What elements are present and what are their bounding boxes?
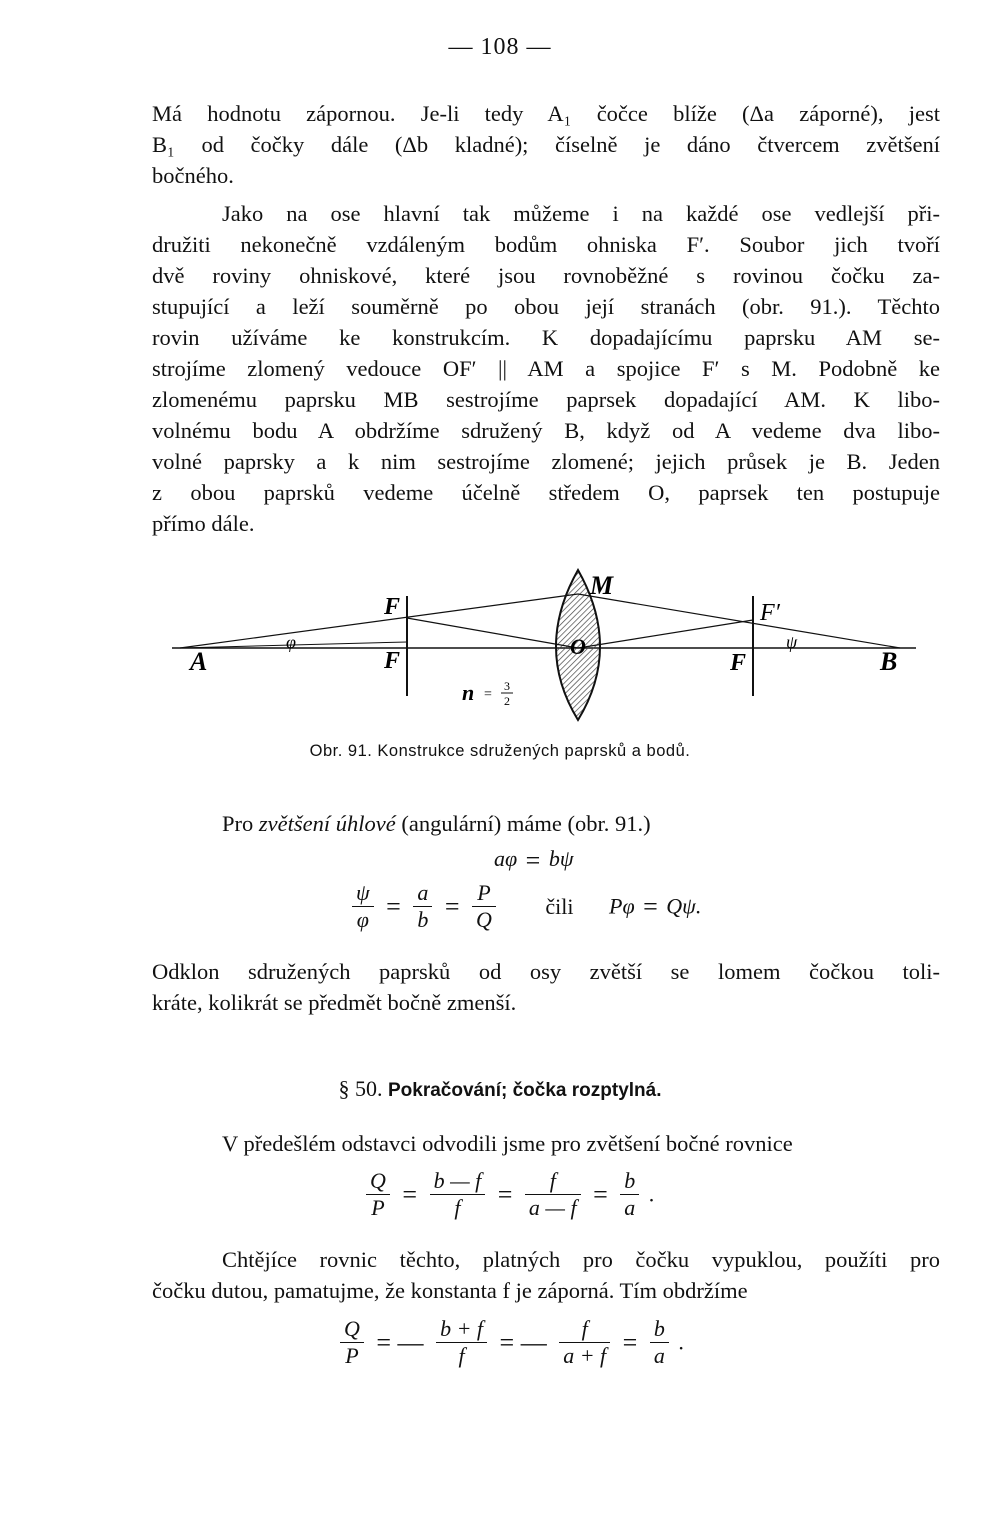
numerator: b — f [430,1168,486,1195]
numerator: f [525,1168,581,1195]
paragraph-2 [152,198,940,539]
eq2-fraction-2 [413,880,432,933]
denominator: a — f [528,1195,577,1220]
section-title: Pokračování; čočka rozptylná. [388,1080,662,1101]
denominator: Q [476,907,492,932]
ray-OF [407,618,578,648]
equation-3 [362,1168,654,1221]
eq4-op1: = — [376,1327,424,1357]
equation-2 [348,880,701,933]
label-A: A [190,647,208,676]
numerator: ψ [352,880,374,907]
label-B: B [880,647,898,676]
eq4-op3: = [622,1327,638,1357]
eq4-fraction-4 [650,1316,669,1369]
label-M: M [590,571,614,600]
eq3-fraction-3 [525,1168,581,1221]
eq2-tail-rhs: Qψ. [666,893,702,919]
text-line: Chtějíce rovnic těchto, platných pro čočku vypuklou, použíti pro [222,1247,940,1272]
eq2-op1: = [386,891,401,921]
label-F-right-bottom: F [730,650,747,676]
numerator: Q [340,1316,364,1343]
eq4-fraction-3 [559,1316,610,1369]
numerator: f [559,1316,610,1343]
page-number: — 108 — [448,34,552,60]
eq3-op2: = [497,1179,513,1209]
numerator: b + f [436,1316,487,1343]
text-line: volné paprsky a k nim sestrojíme zlomené; jejich průsek je B. Jeden [152,449,940,474]
text-line: z obou paprsků vedeme účelně středem O, paprsek ten postupuje [152,480,940,505]
denominator: φ [356,907,369,932]
numerator: a [413,880,432,907]
emphasis-angular-magnification: zvětšení úhlové [258,811,396,836]
denominator: a [653,1343,665,1368]
eq3-end: . [648,1181,655,1207]
text-prefix: Pro [222,811,259,836]
eq2-word: čili [545,893,574,919]
eq4-op2: = — [499,1327,547,1357]
eq4-fraction-2 [436,1316,487,1369]
text-suffix: (angulární) máme (obr. 91.) [395,811,651,836]
ray-incident-AM [180,594,578,648]
label-F-left-bottom: F [384,648,401,674]
eq2-tail-lhs: Pφ [609,893,635,919]
section-heading [0,1076,1000,1102]
equation-4 [336,1316,684,1369]
ray-O-F-prime [578,620,753,648]
text-line: kráte, kolikrát se předmět bočně zmenší. [152,990,517,1015]
eq3-op1: = [402,1179,418,1209]
text-line: Jako na ose hlavní tak můžeme i na každé ose vedlejší při- [222,201,940,226]
eq2-fraction-1 [352,880,374,933]
label-phi: φ [286,632,296,652]
denominator: f [458,1343,465,1368]
eq2-fraction-3 [472,880,496,933]
paragraph-4 [152,956,940,1018]
denominator: f [454,1195,461,1220]
eq2-op2: = [444,891,460,921]
text-line: bočného. [152,163,234,188]
label-n: n [462,680,475,705]
eq1-rhs: bψ [548,846,574,872]
eq1-equals: = [525,846,541,875]
label-O: O [570,634,586,659]
eq4-end: . [678,1329,684,1355]
text-line: dvě roviny ohniskové, které jsou rovnoběžné s rovinou čočku za- [152,263,940,288]
text-line: rovin užíváme ke konstrukcím. K dopadajícímu paprsku AM se- [152,325,940,350]
eq2-tail-op: = [643,891,658,921]
text-line: zlomenému paprsku MB sestrojíme paprsek dopadající AM. K libo- [152,387,940,412]
paragraph-3 [152,808,940,839]
text-line: B₁ od čočky dále (Δb kladné); číselně je dáno čtvercem zvětšení [152,132,940,157]
paragraph-6 [152,1244,940,1306]
eq3-op3: = [593,1179,608,1209]
figure-caption: Obr. 91. Konstrukce sdružených paprsků a bodů. [309,742,691,760]
denominator: a + f [563,1343,607,1368]
label-psi: ψ [786,632,798,652]
eq3-fraction-2 [430,1168,486,1221]
denominator: P [345,1343,359,1368]
denominator: P [371,1195,385,1220]
denominator: b [417,907,429,932]
label-n-equals: = [484,687,492,702]
section-number: § 50. [338,1076,383,1101]
paragraph-5 [152,1128,940,1159]
eq4-fraction-1 [340,1316,364,1369]
text-line: čočku dutou, pamatujme, že konstanta f je záporná. Tím obdržíme [152,1278,748,1303]
denominator: a [624,1195,636,1220]
text-line: strojíme zlomený vedouce OF′ || AM a spojice F′ s M. Podobně ke [152,356,940,381]
numerator: b [620,1168,639,1195]
text-line: Odklon sdružených paprsků od osy zvětší se lomem čočkou toli- [152,959,940,984]
text-line: družiti nekonečně vzdáleným bodům ohniska F′. Soubor jich tvoří [152,232,940,257]
label-n-num: 3 [504,679,510,693]
text-line: stupující a leží souměrně po obou její stranách (obr. 91.). Těchto [152,294,940,319]
eq3-fraction-4 [620,1168,639,1221]
label-n-den: 2 [504,694,510,708]
text-line: přímo dále. [152,511,255,536]
paragraph-1 [152,98,940,191]
text-line: V předešlém odstavci odvodili jsme pro zvětšení bočné rovnice [222,1131,793,1156]
numerator: b [650,1316,669,1343]
eq3-fraction-1 [366,1168,390,1221]
eq1-lhs: aφ [494,846,518,872]
lens-diagram [0,568,1000,728]
label-F-left-top: F [384,594,401,620]
numerator: P [472,880,496,907]
equation-1 [494,846,574,876]
label-F-right-top: F′ [760,600,780,626]
text-line: Má hodnotu zápornou. Je-li tedy A₁ čočce blíže (Δa záporné), jest [152,101,940,126]
numerator: Q [366,1168,390,1195]
text-line [152,808,940,839]
text-line: volnému bodu A obdržíme sdružený B, když od A vedeme dva libo- [152,418,940,443]
